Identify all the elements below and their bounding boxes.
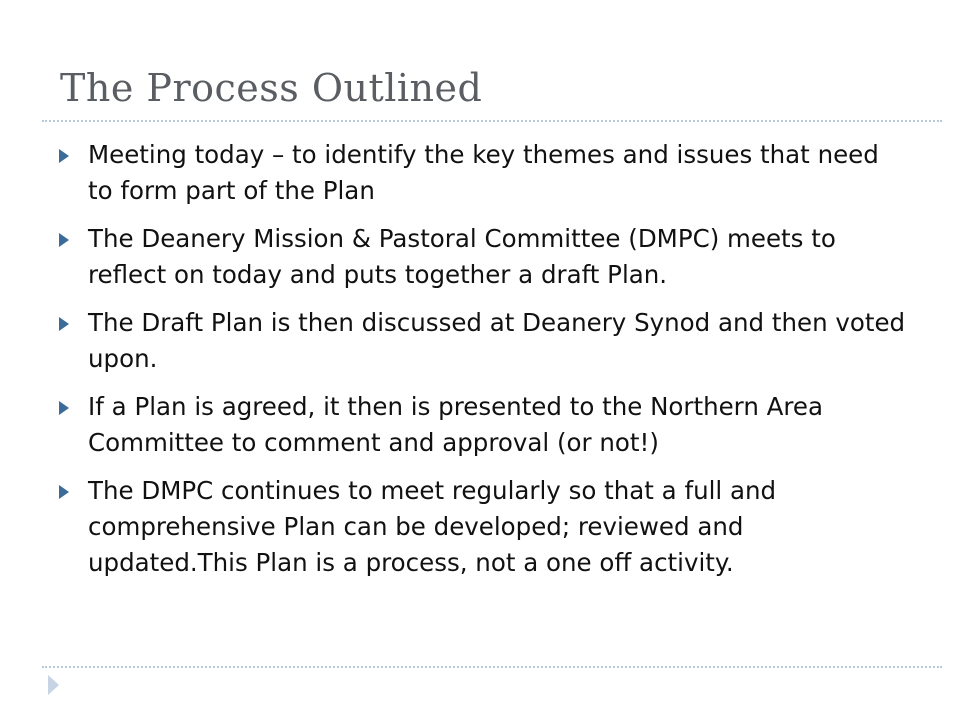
title-divider bbox=[42, 120, 942, 122]
bullet-item-4 bbox=[56, 389, 906, 461]
bullet-item-1 bbox=[56, 137, 906, 209]
triangle-bullet-icon bbox=[59, 317, 69, 331]
bullet-item-5 bbox=[56, 473, 906, 581]
bullet-item-2 bbox=[56, 221, 906, 293]
triangle-bullet-icon bbox=[59, 401, 69, 415]
bullet-list bbox=[56, 137, 906, 593]
bullet-item-3 bbox=[56, 305, 906, 377]
footer-divider bbox=[42, 666, 942, 668]
bullet-text: The Draft Plan is then discussed at Deanery Synod and then voted upon. bbox=[88, 308, 906, 373]
slide-title: The Process Outlined bbox=[60, 66, 483, 110]
bullet-text: If a Plan is agreed, it then is presented to the Northern Area Committee to comment and approval (or not!) bbox=[88, 392, 824, 457]
bullet-text: Meeting today – to identify the key themes and issues that need to form part of the Plan bbox=[88, 140, 879, 205]
bullet-text: The DMPC continues to meet regularly so that a full and comprehensive Plan can be developed; reviewed and updated.This Plan is a process, not a one off activity. bbox=[88, 476, 777, 577]
bullet-text: The Deanery Mission & Pastoral Committee (DMPC) meets to reflect on today and puts together a draft Plan. bbox=[88, 224, 836, 289]
triangle-bullet-icon bbox=[59, 233, 69, 247]
triangle-bullet-icon bbox=[59, 149, 69, 163]
corner-triangle-icon bbox=[48, 675, 59, 695]
triangle-bullet-icon bbox=[59, 485, 69, 499]
